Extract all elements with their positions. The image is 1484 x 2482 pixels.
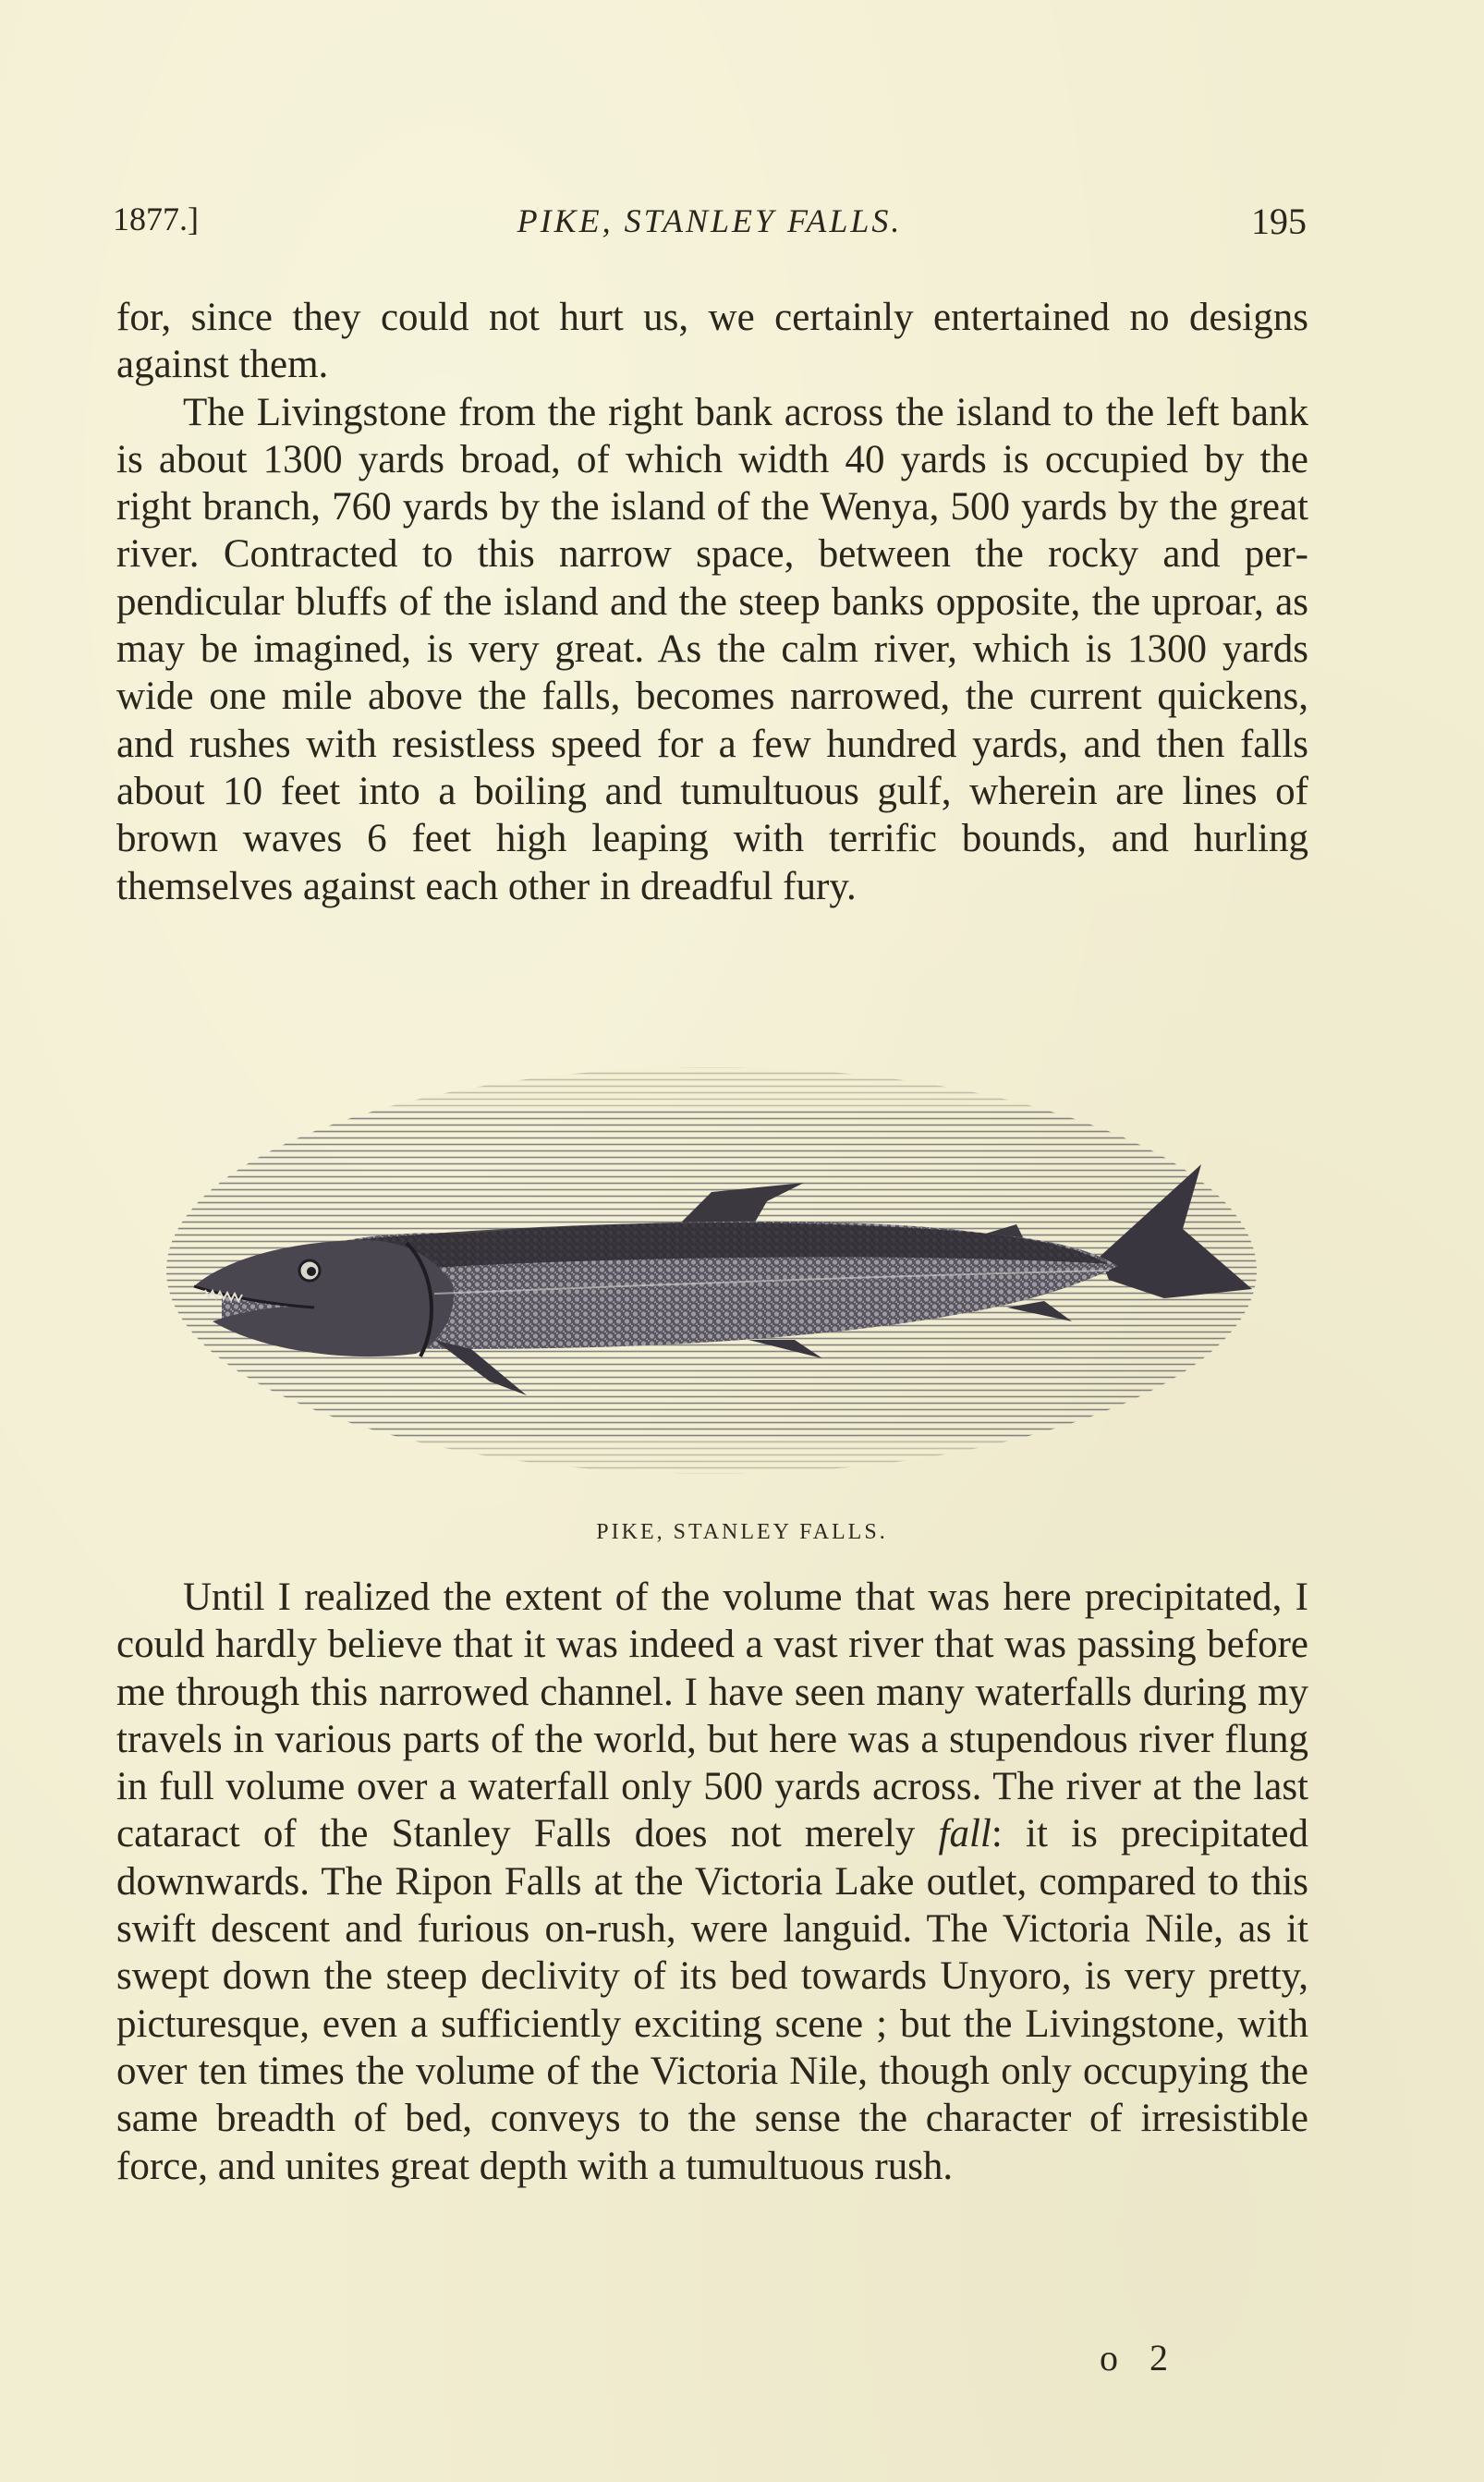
paragraph-volume	[116, 1574, 1308, 2190]
fish-engraving	[157, 1044, 1275, 1506]
paragraph-continued: for, since they could not hurt us, we certainly entertained no designs against them.	[116, 296, 1308, 387]
header-year: 1877.]	[113, 201, 199, 237]
paragraph-volume-part-2: : it is precipitated downwards. The Ripon Falls at the Victoria Lake outlet, compared to this swift descent and furious on-rush, were languid. The Victoria Nile, as it swept down the steep declivity of its bed towards Unyoro, is very pretty, picturesque, even a sufficiently exciting scene ; but the Livingstone, with over ten times the volume of the Victoria Nile, though only occupying the same breadth of bed, conveys to the sense the character of irresistible force, and unites great depth with a tumultuous rush.	[116, 1812, 1308, 2188]
paragraph-livingstone-width: The Livingstone from the right bank across the island to the left bank is about 1300 yards broad, of which width 40 yards is occupied by the right branch, 760 yards by the island of the Wenya, 500 yards by the great river. Contracted to this narrow space, between the rocky and perpendicular bluffs of the island and the steep banks opposite, the uproar, as may be imagined, is very great. As the calm river, which is 1300 yards wide one mile above the falls, becomes narrowed, the current quickens, and rushes with resistless speed for a few hundred yards, and then falls about 10 feet into a boiling and tumultuous gulf, wherein are lines of brown waves 6 feet high leaping with terrific bounds, and hurling themselves against each other in dreadful fury.	[116, 390, 1308, 908]
paragraph-volume-part-1: Until I realized the extent of the volume that was here precipitated, I could hardly believe that it was indeed a vast river that was passing before me through this narrowed channel. I have seen many waterfalls during my travels in various parts of the world, but here was a stupendous river flung in full volume over a waterfall only 500 yards across. The river at the last cataract of the Stanley Falls does not merely	[116, 1576, 1308, 1856]
header-title: PIKE, STANLEY FALLS.	[517, 202, 903, 239]
text-block-top	[116, 294, 1308, 910]
figure-caption: PIKE, STANLEY FALLS.	[596, 1520, 888, 1544]
text-block-bottom	[116, 1574, 1308, 2190]
page-number: 195	[1251, 201, 1307, 242]
running-head	[113, 200, 1307, 248]
italic-word-fall: fall	[938, 1812, 991, 1856]
signature-mark: o 2	[1100, 2337, 1179, 2379]
